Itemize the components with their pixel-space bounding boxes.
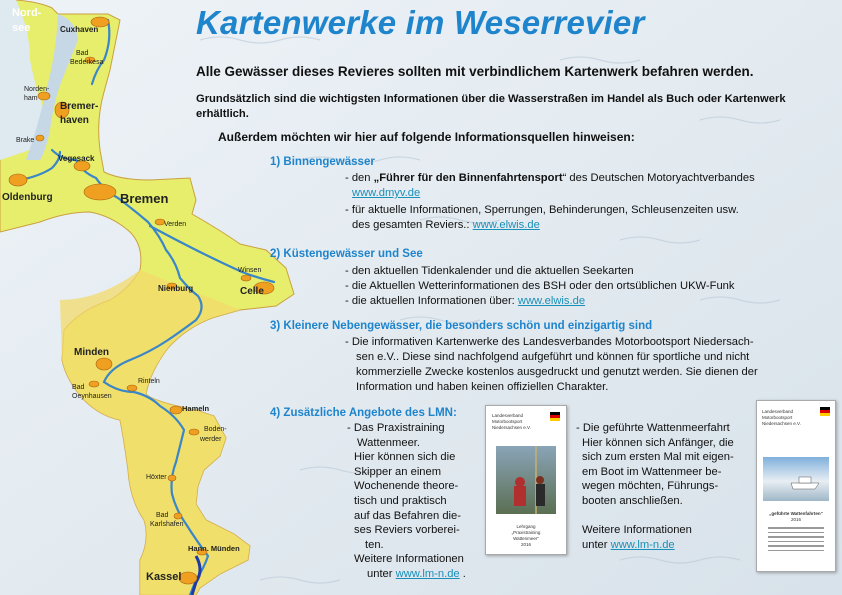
booklet-1-footer-line: Lehrgang bbox=[516, 524, 536, 529]
map-label-bad-bederkesa: Bederkesa bbox=[70, 59, 104, 66]
praxistraining-line: tisch und praktisch bbox=[354, 494, 447, 507]
booklet-2-footer bbox=[757, 511, 835, 554]
map-label-verden: Verden bbox=[164, 221, 187, 228]
page-title: Kartenwerke im Weserrevier bbox=[196, 4, 645, 41]
section-1-text: - den bbox=[345, 172, 374, 184]
map-label-bad-bederkesa: Bad bbox=[76, 50, 89, 57]
praxistraining-line: Weitere Informationen bbox=[354, 553, 464, 566]
section-3-line-2: sen e.V.. Diese sind nachfolgend aufgeführt und können für sportliche und nicht bbox=[356, 351, 750, 363]
praxistraining-line: Hier können sich die bbox=[354, 451, 456, 464]
map-label-nordenham: Norden- bbox=[24, 86, 50, 93]
map-label-hameln: Hameln bbox=[182, 404, 210, 413]
section-1-text: des gesamten Reviers.: bbox=[352, 219, 473, 231]
wattenmeerfahrt-line: sich zum ersten Mal mit eigen- bbox=[582, 451, 734, 464]
section-2-line-2: - die Aktuellen Wetterinformationen des BSH oder den ortsüblichen UKW-Funk bbox=[345, 280, 735, 292]
section-1-book-title: „Führer für den Binnenfahrtensport bbox=[373, 172, 563, 184]
lmn-link[interactable]: www.lm-n.de bbox=[610, 538, 675, 551]
booklet-2-header bbox=[762, 409, 801, 427]
booklet-2-header-line: Motorbootsport bbox=[762, 415, 793, 420]
praxistraining-line: ten. bbox=[365, 538, 384, 551]
booklet-1-header-line: Niedersachsen e.V. bbox=[492, 425, 531, 430]
section-3-line-4: Information und haben keinen offiziellen Charakter. bbox=[356, 381, 609, 393]
map-label-hann-muenden: Hann. Münden bbox=[188, 544, 240, 553]
booklet-1-header-line: Landesverband bbox=[492, 413, 524, 418]
wattenmeerfahrt-line: em Boot im Wattenmeer be- bbox=[582, 465, 722, 478]
praxistraining-line: ses Reviers vorberei- bbox=[354, 524, 460, 537]
section-2-text: - die aktuellen Informationen über: bbox=[345, 295, 518, 307]
section-1-line-2: - für aktuelle Informationen, Sperrungen, Behinderungen, Schleusenzeiten usw. bbox=[345, 204, 739, 216]
intro-line-3: Außerdem möchten wir hier auf folgende Informationsquellen hinweisen: bbox=[218, 130, 635, 144]
elwis-link[interactable]: www.elwis.de bbox=[472, 219, 540, 231]
praxistraining-line: - Das Praxistraining bbox=[347, 422, 445, 434]
wattenmeerfahrt-line: Hier können sich Anfänger, die bbox=[582, 436, 734, 449]
map-label-nienburg: Nienburg bbox=[158, 284, 194, 293]
map-label-bodenwerder: werder bbox=[200, 436, 222, 443]
booklet-1-footer-line: Wattenmeer“ bbox=[513, 536, 539, 541]
praxistraining-line: Wattenmeer. bbox=[357, 436, 421, 449]
wattenmeerfahrt-line: booten anschließen. bbox=[582, 494, 683, 507]
praxistraining-line: . bbox=[459, 567, 466, 580]
praxistraining-booklet[interactable] bbox=[485, 405, 567, 555]
booklet-2-footer-line: 2016 bbox=[790, 517, 801, 522]
section-2-line-1: - den aktuellen Tidenkalender und die aktuellen Seekarten bbox=[345, 265, 634, 277]
map-label-bremerhaven: haven bbox=[60, 115, 89, 126]
booklet-1-header bbox=[492, 413, 531, 431]
flag-icon bbox=[820, 407, 830, 416]
map-label-nordsee: Nord- bbox=[12, 7, 42, 19]
lmn-link[interactable]: www.lm-n.de bbox=[395, 567, 460, 580]
booklet-1-photo bbox=[496, 446, 556, 514]
map-label-vegesack: Vegesack bbox=[58, 154, 95, 163]
booklet-2-header-line: Landesverband bbox=[762, 409, 794, 414]
praxistraining-line: auf das Befahren die- bbox=[354, 509, 461, 522]
dmyv-link[interactable]: www.dmyv.de bbox=[352, 187, 421, 199]
praxistraining-line: unter bbox=[367, 567, 396, 580]
map-label-hoexter: Höxter bbox=[146, 474, 167, 481]
intro-line-1: Alle Gewässer dieses Revieres sollten mit verbindlichem Kartenwerk befahren werden. bbox=[196, 64, 754, 79]
booklet-1-footer bbox=[486, 524, 566, 548]
wattenmeerfahrt-text bbox=[576, 421, 734, 552]
flag-icon bbox=[550, 412, 560, 421]
section-2-heading: 2) Küstengewässer und See bbox=[270, 248, 423, 260]
booklet-2-photo bbox=[763, 457, 829, 501]
section-2-line-3 bbox=[345, 294, 585, 309]
section-4-heading: 4) Zusätzliche Angebote des LMN: bbox=[270, 407, 457, 419]
intro-line-2: Grundsätzlich sind die wichtigsten Informationen über die Wasserstraßen im Handel als Buch oder Kartenwerk erhältlich. bbox=[196, 93, 786, 120]
map-label-bad-oeynhausen: Bad bbox=[72, 384, 85, 391]
section-1-heading: 1) Binnengewässer bbox=[270, 156, 375, 168]
praxistraining-line: Skipper an einem bbox=[354, 465, 442, 478]
wattenmeerfahrt-line: unter bbox=[582, 538, 611, 551]
booklet-1-header-line: Motorbootsport bbox=[492, 419, 523, 424]
praxistraining-line: Wochenende theore- bbox=[354, 480, 459, 493]
map-label-bremerhaven: Bremer- bbox=[60, 101, 99, 112]
map-label-bodenwerder: Boden- bbox=[204, 426, 227, 433]
booklet-2-footer-line: „geführte Wattenfahrten“ bbox=[769, 511, 823, 516]
section-3-heading: 3) Kleinere Nebengewässer, die besonders schön und einzigartig sind bbox=[270, 320, 653, 332]
map-label-celle: Celle bbox=[240, 286, 264, 297]
map-label-nordsee: see bbox=[12, 22, 31, 34]
map-label-kassel: Kassel bbox=[146, 571, 182, 583]
wattenmeerfahrt-line: Weitere Informationen bbox=[582, 524, 692, 537]
wattenmeerfahrt-line: - Die geführte Wattenmeerfahrt bbox=[576, 422, 730, 434]
booklet-1-footer-line: 2016 bbox=[520, 542, 531, 547]
map-label-bad-karlshafen: Bad bbox=[156, 512, 169, 519]
map-label-rinteln: Rinteln bbox=[138, 378, 160, 385]
booklet-1-footer-line: „Praxistraining bbox=[511, 530, 541, 535]
section-1-line-1 bbox=[345, 171, 755, 186]
map-label-cuxhaven: Cuxhaven bbox=[60, 25, 99, 34]
booklet-2-fineprint bbox=[768, 527, 824, 551]
section-3-line-1: - Die informativen Kartenwerke des Landesverbandes Motorbootsport Niedersach- bbox=[345, 336, 754, 348]
wattenmeerfahrt-line: wegen möchten, Führungs- bbox=[582, 480, 719, 493]
map-label-oldenburg: Oldenburg bbox=[2, 192, 53, 203]
section-1-text: “ des Deutschen Motoryachtverbandes bbox=[562, 172, 755, 184]
map-label-bremen: Bremen bbox=[120, 191, 169, 206]
section-1-line-3 bbox=[352, 218, 540, 233]
wattenfahrten-booklet[interactable] bbox=[756, 400, 836, 572]
section-3-line-3: kommerzielle Zwecke kostenlos ausgedruckt und genutzt werden. Sie dienen der bbox=[356, 366, 758, 378]
map-label-bad-karlshafen: Karlshafen bbox=[150, 521, 184, 528]
map-label-bad-oeynhausen: Oeynhausen bbox=[72, 393, 112, 400]
praxistraining-text bbox=[347, 421, 466, 582]
map-label-nordenham: ham bbox=[24, 95, 38, 102]
map-label-minden: Minden bbox=[74, 347, 109, 358]
elwis-link[interactable]: www.elwis.de bbox=[517, 295, 586, 307]
booklet-2-header-line: Niedersachsen e.V. bbox=[762, 421, 801, 426]
map-label-brake: Brake bbox=[16, 137, 35, 144]
map-label-winsen: Winsen bbox=[238, 267, 262, 274]
